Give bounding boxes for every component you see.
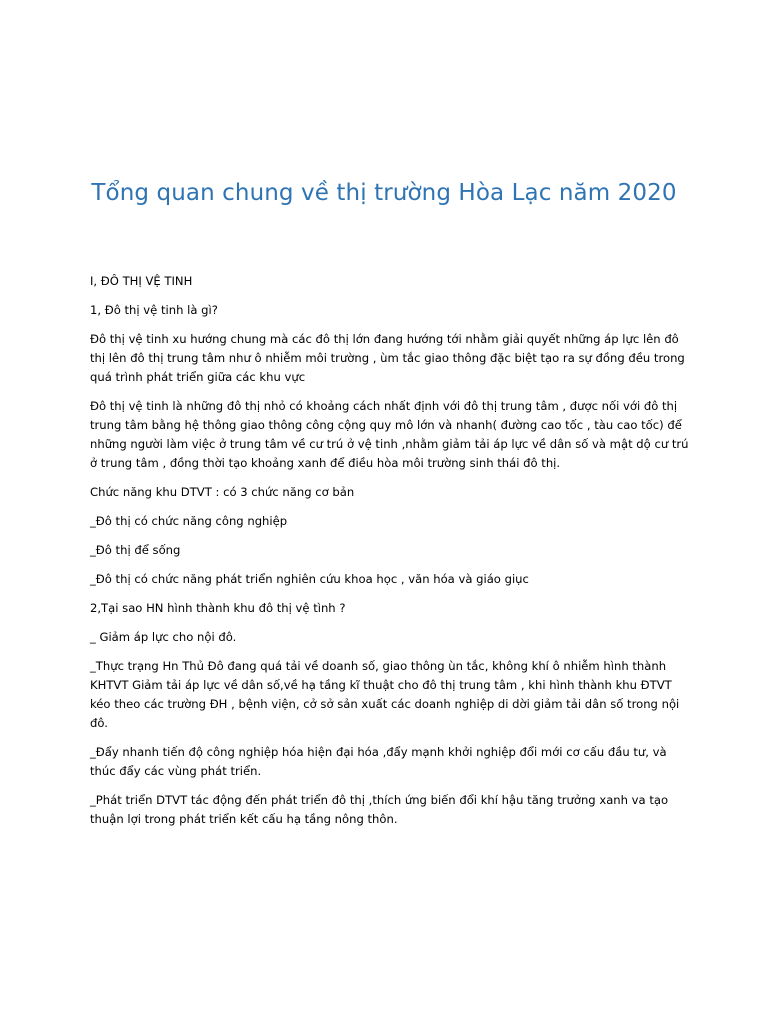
section-heading: I, ĐÔ THỊ VỆ TINH — [90, 274, 193, 288]
list-item: _Đẩy nhanh tiến độ công nghiệp hóa hiện đại hóa ,đẩy mạnh khởi nghiệp đổi mới cơ cấu đầu tư, và thúc đẩy các vùng phát triển. — [90, 745, 667, 778]
subsection-heading: 1, Đô thị vệ tinh là gì? — [90, 303, 218, 317]
paragraph: Đô thị vệ tinh xu hướng chung mà các đô thị lớn đang hướng tới nhằm giải quyết những áp lực lên đô thị lên đô thị trung tâm như ô nhiễm môi trường , ùm tắc giao thông đặc biệt tạo ra sự đồng đều trong quá trình phát triển giữa các khu vực — [90, 332, 685, 384]
document-title: Tổng quan chung về thị trường Hòa Lạc năm 2020 — [91, 180, 677, 206]
document-body — [90, 272, 690, 839]
list-item: _Đô thị để sống — [90, 543, 181, 557]
paragraph: Đô thị vệ tinh là những đô thị nhỏ có khoảng cách nhất định với đô thị trung tâm , được nối với đô thị trung tâm bằng hệ thông giao thông công cộng quy mô lớn và nhanh( đường cao tốc , tàu cao tốc) để những người làm việc ở trung tâm về cư trú ở vệ tinh ,nhằm giảm tải áp lực về dân số và mật dộ cư trú ở trung tâm , đồng thời tạo khoảng xanh để điều hòa môi trường sinh thái đô thị. — [90, 399, 689, 470]
list-item: _Thực trạng Hn Thủ Đô đang quá tải về doanh số, giao thông ùn tắc, không khí ô nhiễm hình thành KHTVT Giảm tải áp lực về dân số,về hạ tầng kĩ thuật cho đô thị trung tâm , khi hình thành khu ĐTVT kéo theo các trường ĐH , bệnh viện, cở sở sản xuất các doanh nghiệp di dời giảm tải dân số trong nội đô. — [90, 659, 680, 730]
list-item: _ Giảm áp lực cho nội đô. — [90, 630, 237, 644]
paragraph: Chức năng khu DTVT : có 3 chức năng cơ bản — [90, 485, 355, 499]
list-item: _Đô thị có chức năng công nghiệp — [90, 514, 288, 528]
subsection-heading: 2,Tại sao HN hình thành khu đô thị vệ tình ? — [90, 601, 346, 615]
list-item: _Đô thị có chức năng phát triển nghiên cứu khoa học , văn hóa và giáo giục — [90, 572, 529, 586]
list-item: _Phát triển DTVT tác động đến phát triển đô thị ,thích ứng biến đổi khí hậu tăng trưởng xanh va tạo thuận lợi trong phát triển kết cấu hạ tầng nông thôn. — [90, 793, 669, 826]
